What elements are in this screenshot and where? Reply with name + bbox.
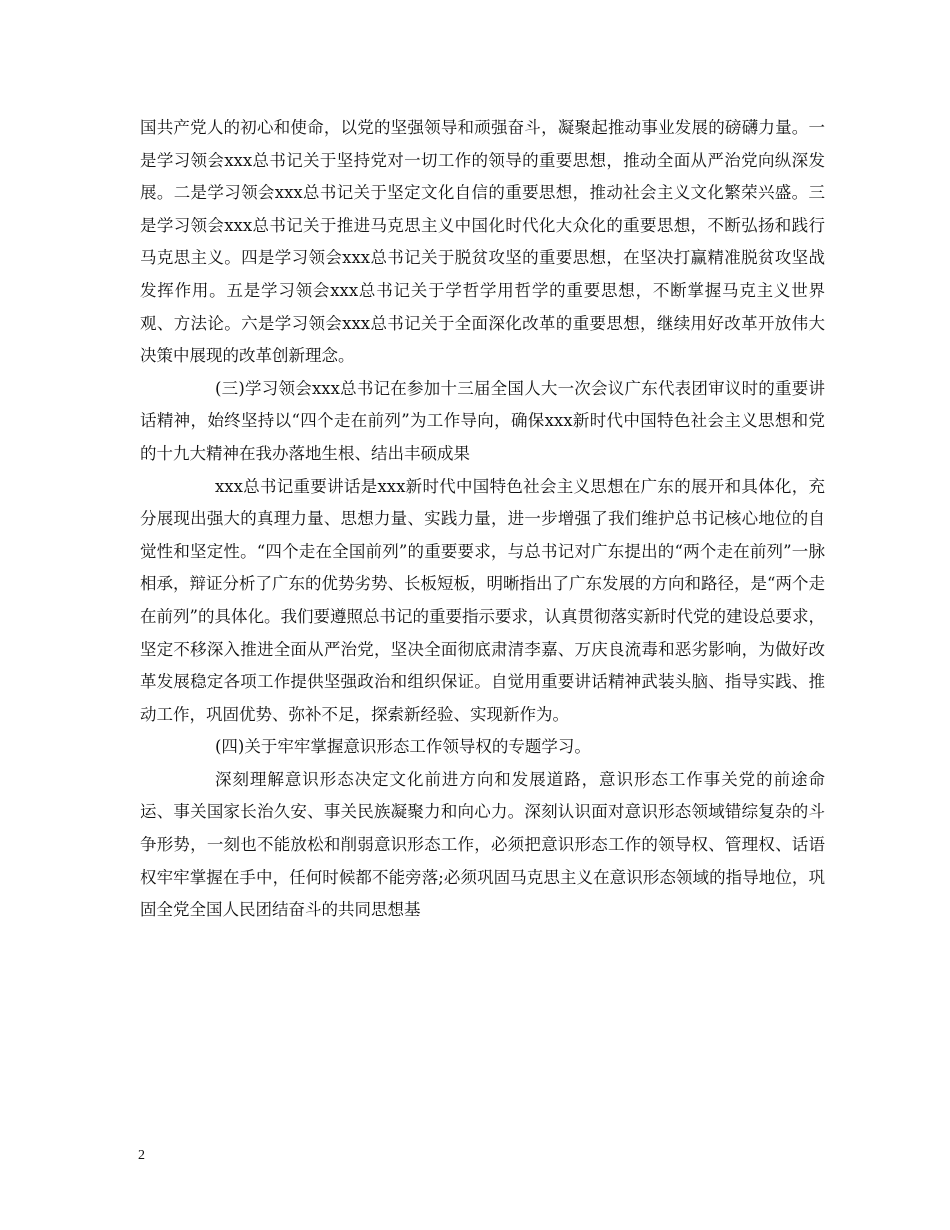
- page-number: 2: [138, 1148, 145, 1163]
- paragraph-4-heading-four: (四)关于牢牢掌握意识形态工作领导权的专题学习。: [215, 737, 591, 757]
- paragraph-5: 深刻理解意识形态决定文化前进方向和发展道路，意识形态工作事关党的前途命运、事关国家长治久安、事关民族凝聚力和向心力。深刻认识面对意识形态领域错综复杂的斗争形势，一刻也不能放松和削弱意识形态工作，必须把意识形态工作的领导权、管理权、话语权牢牢掌握在手中，任何时候都不能旁落;必须巩固马克思主义在意识形态领域的指导地位，巩固全党全国人民团结奋斗的共同思想基: [140, 769, 825, 920]
- paragraph-2-heading-three: (三)学习领会xxx总书记在参加十三届全国人大一次会议广东代表团审议时的重要讲话精神，始终坚持以“四个走在前列”为工作导向，确保xxx新时代中国特色社会主义思想和党的十九大精神在我办落地生根、结出丰硕成果: [140, 378, 825, 463]
- paragraph-3: xxx总书记重要讲话是xxx新时代中国特色社会主义思想在广东的展开和具体化，充分展现出强大的真理力量、思想力量、实践力量，进一步增强了我们维护总书记核心地位的自觉性和坚定性。“四个走在全国前列”的重要要求，与总书记对广东提出的“两个走在前列”一脉相承，辩证分析了广东的优势劣势、长板短板，明晰指出了广东发展的方向和路径，是“两个走在前列”的具体化。我们要遵照总书记的重要指示要求，认真贯彻落实新时代党的建设总要求，坚定不移深入推进全面从严治党，坚决全面彻底肃清李嘉、万庆良流毒和恶劣影响，为做好改革发展稳定各项工作提供坚强政治和组织保证。自觉用重要讲话精神武装头脑、指导实践、推动工作，巩固优势、弥补不足，探索新经验、实现新作为。: [140, 476, 825, 724]
- paragraph-1: 国共产党人的初心和使命，以党的坚强领导和顽强奋斗，凝聚起推动事业发展的磅礴力量。一是学习领会xxx总书记关于坚持党对一切工作的领导的重要思想，推动全面从严治党向纵深发展。二是学习领会xxx总书记关于坚定文化自信的重要思想，推动社会主义文化繁荣兴盛。三是学习领会xxx总书记关于推进马克思主义中国化时代化大众化的重要思想，不断弘扬和践行马克思主义。四是学习领会xxx总书记关于脱贫攻坚的重要思想，在坚决打赢精准脱贫攻坚战发挥作用。五是学习领会xxx总书记关于学哲学用哲学的重要思想，不断掌握马克主义世界观、方法论。六是学习领会xxx总书记关于全面深化改革的重要思想，继续用好改革开放伟大决策中展现的改革创新理念。: [140, 118, 825, 366]
- body-text: [140, 112, 825, 927]
